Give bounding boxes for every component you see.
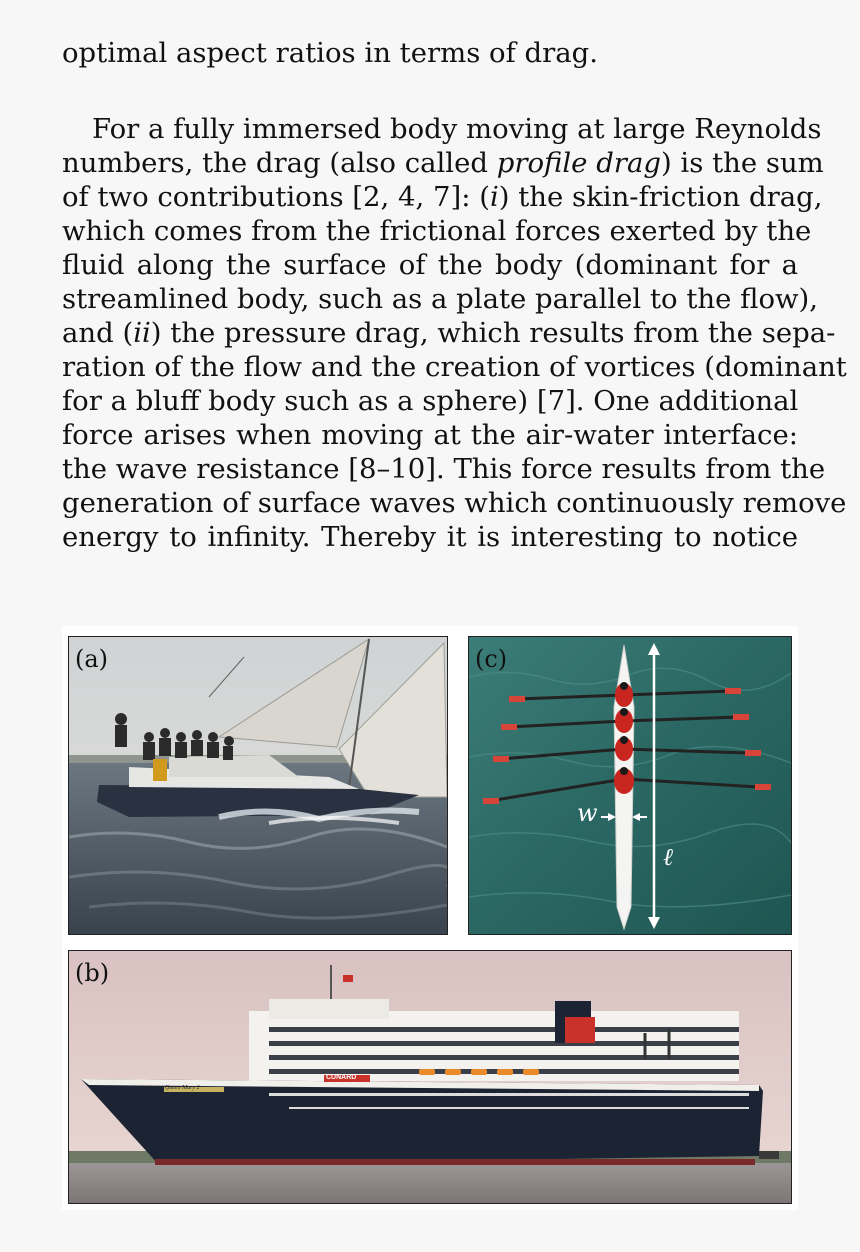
panel-b-ship-photo <box>68 950 792 1204</box>
text-line: the wave resistance [8–10]. This force results from the <box>62 453 826 485</box>
panel-label: (b) <box>75 959 110 987</box>
text-line: for a bluff body such as a sphere) [7]. One additional <box>62 385 799 417</box>
text-line: optimal aspect ratios in terms of drag. <box>62 37 599 69</box>
text-line: streamlined body, such as a plate parallel to the flow), <box>62 283 819 315</box>
panel-a-sailboat-photo <box>68 636 448 935</box>
length-label: ℓ <box>663 843 673 871</box>
panel-c-rowing-photo <box>468 636 792 935</box>
ship-side-text: CUNARD <box>326 1074 357 1081</box>
text-line: and (ii) the pressure drag, which results from the sepa- <box>62 317 836 349</box>
text-line: energy to infinity. Thereby it is interesting to notice <box>62 521 798 553</box>
text-line: force arises when moving at the air-water interface: <box>62 419 798 451</box>
text-line: fluid along the surface of the body (dominant for a <box>62 249 798 281</box>
panel-label: (a) <box>75 645 109 673</box>
text-line: of two contributions [2, 4, 7]: (i) the skin-friction drag, <box>62 181 823 213</box>
text-line: numbers, the drag (also called profile drag) is the sum <box>62 147 824 179</box>
text-line: ration of the flow and the creation of vortices (dominant <box>62 351 847 383</box>
figure <box>62 626 798 1210</box>
width-label: w <box>577 799 598 827</box>
text-line: For a fully immersed body moving at large Reynolds <box>92 113 822 145</box>
ship-bow-text: Queen Mary 2 <box>165 1085 200 1091</box>
sailboat-image <box>69 637 447 934</box>
panel-label: (c) <box>475 645 508 673</box>
text-line: generation of surface waves which continuously remove <box>62 487 847 519</box>
rowing-boat-image <box>469 637 791 934</box>
text-line: which comes from the frictional forces exerted by the <box>62 215 812 247</box>
ocean-liner-image <box>69 951 791 1203</box>
